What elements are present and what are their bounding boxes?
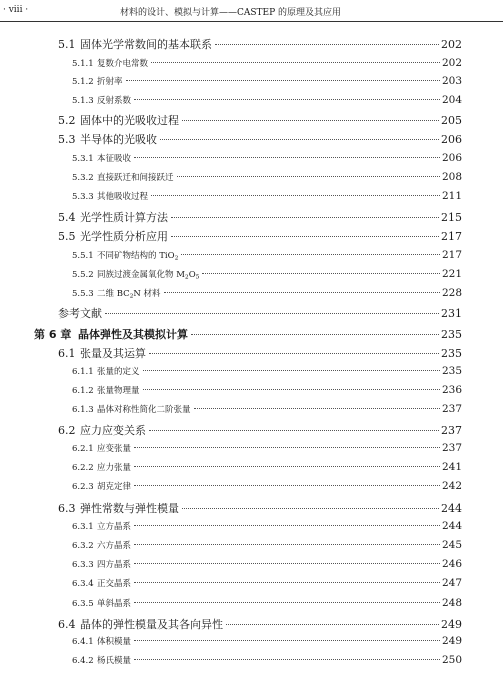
toc-entry-page: 247 <box>441 577 462 589</box>
toc-entry-number: 6.3.4 <box>72 579 94 589</box>
toc-entry[interactable] <box>72 403 462 415</box>
toc-entry-number: 5.5.1 <box>72 251 94 261</box>
dot-leader <box>134 544 440 545</box>
toc-entry-number: 6.4 <box>58 618 76 631</box>
toc-entry-page: 215 <box>441 211 462 224</box>
toc-entry[interactable] <box>58 209 462 225</box>
dot-leader <box>194 408 440 409</box>
toc-entry-title-text: 应变张量 <box>97 444 132 454</box>
header-rule <box>0 21 503 22</box>
toc-entry-page: 244 <box>441 520 462 532</box>
toc-entry-number: 6.1.1 <box>72 367 94 377</box>
toc-entry-number: 5.3 <box>58 133 76 146</box>
dot-leader <box>134 563 440 564</box>
toc-entry-title <box>97 520 131 532</box>
toc-entry[interactable] <box>58 345 462 361</box>
toc-entry-title-text: 正交晶系 <box>97 579 132 589</box>
toc-entry-title <box>97 539 131 551</box>
toc-entry[interactable] <box>58 112 462 128</box>
toc-entry[interactable] <box>72 461 462 473</box>
toc-entry-number: 第 6 章 <box>34 328 72 341</box>
toc-entry-page: 237 <box>441 442 462 454</box>
toc-entry-title-text: 半导体的光吸收 <box>80 133 157 146</box>
toc-entry-page: 208 <box>441 171 462 183</box>
toc-entry[interactable] <box>72 597 462 609</box>
toc-entry-title-text: 晶体对称性简化二阶张量 <box>97 405 191 415</box>
toc-entry-title-text: 同族过渡金属氧化物 M <box>97 270 185 280</box>
toc-entry-title-text: 固体光学常数间的基本联系 <box>80 38 212 51</box>
toc-entry-page: 249 <box>441 635 462 647</box>
toc-entry-title-text: 复数介电常数 <box>97 59 149 69</box>
toc-entry-number: 6.2.3 <box>72 482 94 492</box>
toc-entry-title-text: 其他吸收过程 <box>97 192 149 202</box>
toc-entry-page: 235 <box>441 347 462 360</box>
toc-entry[interactable] <box>72 480 462 492</box>
dot-leader <box>149 353 439 354</box>
toc-entry-title <box>97 75 123 87</box>
toc-entry[interactable] <box>72 442 462 454</box>
dot-leader <box>164 292 440 293</box>
toc-entry[interactable] <box>58 500 462 516</box>
toc-entry-page: 236 <box>441 384 462 396</box>
dot-leader <box>160 139 439 140</box>
toc-entry-page: 248 <box>441 597 462 609</box>
toc-entry-page: 206 <box>441 152 462 164</box>
dot-leader <box>149 430 439 431</box>
toc-entry[interactable] <box>58 36 462 52</box>
toc-entry-page: 205 <box>441 114 462 127</box>
toc-entry-title-text: 应力张量 <box>97 463 132 473</box>
header-book-title: 材料的设计、模拟与计算——CASTEP 的原理及其应用 <box>120 8 342 18</box>
toc-entry-title-text: 光学性质计算方法 <box>80 211 168 224</box>
dot-leader <box>126 80 440 81</box>
toc-entry[interactable] <box>58 305 462 321</box>
toc-entry-page: 217 <box>441 249 462 261</box>
toc-entry-title <box>97 461 131 473</box>
toc-entry-title <box>97 152 131 164</box>
toc-entry-title-text: 弹性常数与弹性模量 <box>80 502 179 515</box>
toc-entry[interactable] <box>72 654 462 666</box>
toc-entry-title <box>80 345 146 361</box>
toc-entry-page: 237 <box>441 424 462 437</box>
toc-entry[interactable] <box>58 131 462 147</box>
toc-entry-title <box>97 442 131 454</box>
toc-entry-title-text: 六方晶系 <box>97 541 132 551</box>
toc-entry-subscript: 2 <box>174 254 179 262</box>
toc-entry-page: 203 <box>441 75 462 87</box>
toc-entry-subscript: 2 <box>184 273 189 281</box>
toc-entry-title <box>80 36 212 52</box>
toc-entry-page: 235 <box>441 328 462 341</box>
toc-entry-title-text: 固体中的光吸收过程 <box>80 114 179 127</box>
toc-entry-page: 228 <box>441 287 462 299</box>
toc-entry[interactable] <box>72 635 462 647</box>
toc-entry-page: 235 <box>441 365 462 377</box>
toc-entry-title <box>97 249 178 261</box>
toc-entry-page: 245 <box>441 539 462 551</box>
dot-leader <box>151 195 440 196</box>
toc-entry-title-text: 晶体的弹性模量及其各向异性 <box>80 618 223 631</box>
toc-entry-title <box>58 305 102 321</box>
dot-leader <box>202 273 440 274</box>
toc-entry-number: 5.3.2 <box>72 173 94 183</box>
toc-entry-number: 6.3.5 <box>72 599 94 609</box>
toc-entry-title-text: 应力应变关系 <box>80 424 146 437</box>
toc-entry[interactable] <box>34 326 462 342</box>
toc-entry[interactable] <box>72 558 462 570</box>
toc-entry-title-text: 张量的定义 <box>97 367 140 377</box>
toc-entry[interactable] <box>72 539 462 551</box>
toc-entry-title-text: 晶体弹性及其模拟计算 <box>78 328 188 341</box>
toc-entry-page: 242 <box>441 480 462 492</box>
toc-entry-title-mid: O <box>188 270 196 280</box>
toc-entry[interactable] <box>72 190 462 202</box>
toc-entry-title <box>97 171 174 183</box>
toc-entry-number: 5.5.2 <box>72 270 94 280</box>
dot-leader <box>181 254 440 255</box>
toc-entry[interactable] <box>72 94 462 106</box>
toc-entry-number: 5.3.1 <box>72 154 94 164</box>
toc-entry[interactable] <box>72 171 462 183</box>
toc-entry[interactable] <box>72 249 462 261</box>
toc-entry[interactable] <box>72 520 462 532</box>
dot-leader <box>134 466 440 467</box>
toc-entry[interactable] <box>72 152 462 164</box>
toc-entry-page: 250 <box>441 654 462 666</box>
toc-entry-title-text: 本征吸收 <box>97 154 132 164</box>
toc-entry[interactable] <box>72 287 462 299</box>
toc-entry-number: 6.1 <box>58 347 76 360</box>
toc-entry-title <box>80 616 223 632</box>
toc-entry-title <box>97 268 199 280</box>
toc-entry-title <box>97 403 191 415</box>
dot-leader <box>134 640 440 641</box>
toc-entry[interactable] <box>72 384 462 396</box>
toc-entry-title <box>97 597 131 609</box>
toc-entry-page: 204 <box>441 94 462 106</box>
toc-entry-number: 5.1.2 <box>72 77 94 87</box>
dot-leader <box>177 176 440 177</box>
toc-entry-title <box>80 209 168 225</box>
toc-entry-page: 241 <box>441 461 462 473</box>
toc-entry-title <box>97 94 131 106</box>
toc-entry-number: 5.1.3 <box>72 96 94 106</box>
toc-entry-title-text: 二维 BC <box>97 289 130 299</box>
dot-leader <box>134 602 440 603</box>
dot-leader <box>134 447 440 448</box>
toc-entry-title <box>97 654 131 666</box>
dot-leader <box>191 334 439 335</box>
toc-entry-title-after: N 材料 <box>133 289 161 299</box>
toc-entry-number: 5.1 <box>58 38 76 51</box>
toc-entry-number: 6.2 <box>58 424 76 437</box>
toc-entry-title <box>80 131 157 147</box>
dot-leader <box>151 62 440 63</box>
toc-entry-title <box>97 384 140 396</box>
toc-entry-page: 202 <box>441 38 462 51</box>
toc-entry-page: 237 <box>441 403 462 415</box>
toc-entry-title-text: 四方晶系 <box>97 560 132 570</box>
toc-entry-title-text: 立方晶系 <box>97 522 132 532</box>
toc-entry-subscript: 5 <box>195 273 200 281</box>
toc-entry-number: 6.4.1 <box>72 637 94 647</box>
toc-entry-page: 202 <box>441 57 462 69</box>
toc-entry-number: 5.3.3 <box>72 192 94 202</box>
toc-entry-number: 5.5.3 <box>72 289 94 299</box>
dot-leader <box>171 217 439 218</box>
toc-entry-title-text: 直接跃迁和间接跃迁 <box>97 173 174 183</box>
toc-entry-title <box>97 635 131 647</box>
toc-entry-title-text: 反射系数 <box>97 96 132 106</box>
toc-entry-title-text: 折射率 <box>97 77 123 87</box>
dot-leader <box>134 525 440 526</box>
toc-entry-title <box>80 112 179 128</box>
toc-entry-number: 6.4.2 <box>72 656 94 666</box>
toc-entry-number: 5.2 <box>58 114 76 127</box>
dot-leader <box>171 236 439 237</box>
header-page-number: · viii · <box>3 5 29 15</box>
toc-entry-title-text: 参考文献 <box>58 307 102 320</box>
toc-entry-title <box>97 480 131 492</box>
toc-entry[interactable] <box>72 268 462 280</box>
running-header <box>0 0 503 24</box>
toc-entry[interactable] <box>58 228 462 244</box>
dot-leader <box>182 120 439 121</box>
toc-entry-page: 231 <box>441 307 462 320</box>
dot-leader <box>182 508 439 509</box>
toc-entry-title-text: 胡克定律 <box>97 482 132 492</box>
toc-entry-title-text: 单斜晶系 <box>97 599 132 609</box>
toc-entry-number: 6.2.2 <box>72 463 94 473</box>
toc-entry-page: 249 <box>441 618 462 631</box>
toc-entry-page: 246 <box>441 558 462 570</box>
dot-leader <box>134 157 440 158</box>
toc-entry-title-text: 张量及其运算 <box>80 347 146 360</box>
toc-entry-page: 221 <box>441 268 462 280</box>
toc-entry-title <box>97 365 140 377</box>
toc-entry[interactable] <box>72 57 462 69</box>
dot-leader <box>215 44 439 45</box>
toc-entry-title <box>80 422 146 438</box>
toc-entry-number: 6.3.3 <box>72 560 94 570</box>
toc-entry-number: 5.1.1 <box>72 59 94 69</box>
toc-entry-title-text: 光学性质分析应用 <box>80 230 168 243</box>
toc-entry-title-text: 体积模量 <box>97 637 132 647</box>
toc-entry-page: 206 <box>441 133 462 146</box>
toc-entry-page: 244 <box>441 502 462 515</box>
toc-entry[interactable] <box>58 422 462 438</box>
toc-entry-number: 5.5 <box>58 230 76 243</box>
toc-entry-title <box>78 326 188 342</box>
toc-entry[interactable] <box>58 616 462 632</box>
dot-leader <box>143 389 440 390</box>
dot-leader <box>105 313 439 314</box>
toc-entry-number: 6.3.2 <box>72 541 94 551</box>
toc-entry-title <box>80 500 179 516</box>
toc-entry-number: 6.3 <box>58 502 76 515</box>
toc-entry-page: 211 <box>441 190 462 202</box>
toc-entry-title <box>97 287 161 299</box>
toc-entry-title <box>97 558 131 570</box>
dot-leader <box>134 485 440 486</box>
toc-entry[interactable] <box>72 577 462 589</box>
toc-entry-title <box>97 57 148 69</box>
toc-entry-number: 6.1.2 <box>72 386 94 396</box>
toc-entry-title-text: 张量物理量 <box>97 386 140 396</box>
toc-entry-number: 5.4 <box>58 211 76 224</box>
toc-entry[interactable] <box>72 365 462 377</box>
toc-entry-title-text: 杨氏模量 <box>97 656 132 666</box>
toc-entry-title <box>97 577 131 589</box>
dot-leader <box>134 659 440 660</box>
dot-leader <box>134 582 440 583</box>
toc-entry-number: 6.1.3 <box>72 405 94 415</box>
dot-leader <box>134 99 440 100</box>
dot-leader <box>143 370 440 371</box>
toc-entry-page: 217 <box>441 230 462 243</box>
toc-entry-title-text: 不同矿物结构的 TiO <box>97 251 175 261</box>
toc-entry-subscript: 2 <box>129 292 134 300</box>
toc-entry-number: 6.2.1 <box>72 444 94 454</box>
dot-leader <box>226 624 439 625</box>
toc-entry-title <box>80 228 168 244</box>
toc-entry-title <box>97 190 148 202</box>
toc-entry[interactable] <box>72 75 462 87</box>
toc-entry-number: 6.3.1 <box>72 522 94 532</box>
